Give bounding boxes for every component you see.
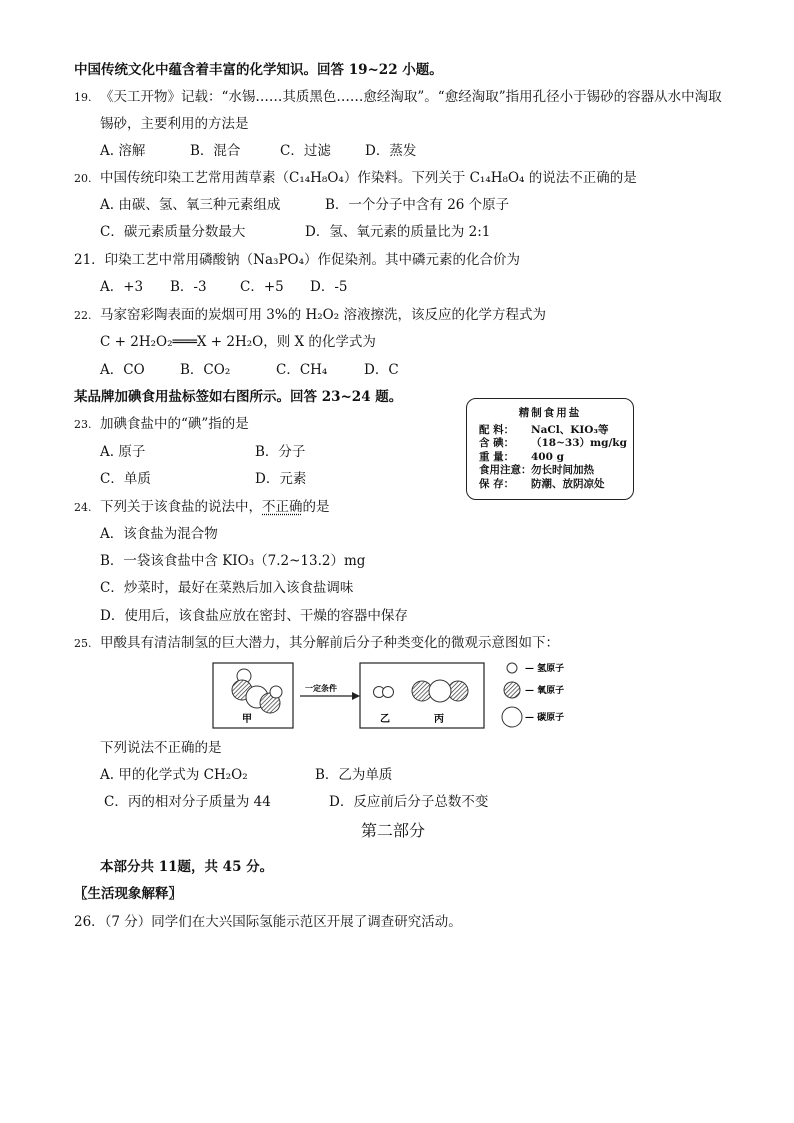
question-21-stem: 21．印染工艺中常用磷酸钠（Na₃PO₄）作促染剂。其中磷元素的化合价为: [74, 252, 521, 268]
salt-label-row: 含 碘： （18~33）mg/kg: [479, 437, 627, 449]
question-25-options-row2: [104, 793, 488, 811]
label-bing: 丙: [434, 714, 444, 725]
question-number: 23.: [74, 418, 92, 431]
question-22: [74, 306, 546, 325]
part-description: 本部分共 11题，共 45 分。: [100, 859, 274, 875]
question-25: [74, 634, 559, 653]
option-a: A．+3: [100, 279, 144, 295]
question-25-options-row1: [100, 766, 392, 784]
question-20-options-row2: [100, 223, 490, 241]
question-22-equation: C + 2H₂O₂═══X + 2H₂O，则 X 的化学式为: [100, 334, 376, 350]
question-19-options: [100, 142, 416, 160]
option-b: B．分子: [255, 444, 306, 460]
emphasis-text: 不正确: [262, 499, 303, 515]
hydrogen-atom-icon: [507, 663, 517, 673]
reaction-condition: 一定条件: [305, 683, 337, 693]
option-a: A. 由碳、氢、氧三种元素组成: [100, 197, 281, 213]
label-jia: 甲: [242, 714, 252, 725]
question-25-stem2: 下列说法不正确的是: [100, 740, 222, 756]
question-stem: 加碘食盐中的“碘”指的是: [100, 416, 249, 432]
legend: [502, 662, 564, 727]
intro-text-2: 某品牌加碘食用盐标签如右图所示。回答 23~24 题。: [74, 389, 403, 405]
question-number: 20.: [74, 172, 92, 185]
molecule-diagram: [212, 660, 612, 732]
arrow-head-icon: [352, 692, 360, 700]
option-b: B．一袋该食盐中含 KIO₃（7.2~13.2）mg: [100, 553, 366, 569]
question-22-options: [100, 361, 399, 379]
option-d: D．使用后，该食盐应放在密封、干燥的容器中保存: [100, 608, 408, 624]
option-c: C．丙的相对分子质量为 44: [104, 794, 271, 810]
question-21-options: [100, 278, 347, 296]
part-heading: 第二部分: [361, 821, 426, 840]
salt-label-title: 精制食用盐: [518, 407, 582, 419]
carbon-dioxide-molecule: [412, 680, 468, 702]
question-19: [74, 88, 722, 107]
option-a: A. 原子: [100, 444, 146, 460]
label-yi: 乙: [380, 714, 390, 725]
salt-label-row: 食用注意：勿长时间加热: [479, 464, 594, 476]
question-23: [74, 415, 249, 434]
option-c: C．碳元素质量分数最大: [100, 224, 246, 240]
salt-label-row: 重 量： 400 g: [479, 450, 564, 463]
question-number: 24.: [74, 501, 92, 514]
legend-carbon: — 碳原子: [525, 713, 565, 723]
question-number: 22.: [74, 309, 92, 322]
option-a: A．CO: [100, 362, 145, 378]
option-c: C．单质: [100, 471, 151, 487]
option-d: D．蒸发: [365, 143, 417, 159]
option-d: D．反应前后分子总数不变: [329, 794, 489, 810]
question-24: 24. 下列关于该食盐的说法中，不正确的是: [74, 499, 330, 515]
option-b: B．CO₂: [180, 362, 231, 378]
question-stem: 中国传统印染工艺常用茜草素（C₁₄H₈O₄）作染料。下列关于 C₁₄H₈O₄ 的说法不正确的是: [100, 170, 637, 186]
question-stem: 甲酸具有清洁制氢的巨大潜力，其分解前后分子种类变化的微观示意图如下：: [100, 635, 559, 651]
question-stem: 《天工开物》记载：“水锡……其质黑色……愈经淘取”。“愈经淘取”指用孔径小于锡砂的容器从水中淘取: [100, 89, 722, 105]
option-d: D．C: [364, 362, 399, 378]
section-title: 〖生活现象解释〗: [74, 886, 182, 902]
question-19-stem-cont: 锡砂，主要利用的方法是: [100, 116, 249, 132]
option-a: A．该食盐为混合物: [100, 526, 218, 542]
question-stem: 马家窑彩陶表面的炭烟可用 3%的 H₂O₂ 溶液擦洗，该反应的化学方程式为: [100, 307, 546, 323]
carbon-atom-icon: [502, 707, 522, 727]
option-c: C．过滤: [280, 143, 331, 159]
salt-label-box: [466, 398, 634, 500]
question-number: 19.: [74, 91, 92, 104]
question-23-options-row1: [100, 443, 305, 461]
question-23-options-row2: [100, 470, 306, 488]
option-b: B．乙为单质: [315, 767, 393, 783]
option-a: A. 甲的化学式为 CH₂O₂: [100, 767, 248, 783]
option-d: D．元素: [255, 471, 307, 487]
question-number: 25.: [74, 637, 92, 650]
intro-text: 中国传统文化中蕴含着丰富的化学知识。回答 19~22 小题。: [74, 62, 443, 78]
option-a: A. 溶解: [100, 143, 146, 159]
option-d: D．-5: [310, 279, 348, 295]
legend-hydrogen: — 氢原子: [525, 664, 565, 674]
option-b: B．-3: [170, 279, 207, 295]
oxygen-atom-icon: [504, 682, 520, 698]
question-20-options-row1: [100, 196, 509, 214]
hydrogen-molecule: [374, 687, 394, 698]
option-b: B．一个分子中含有 26 个原子: [325, 197, 510, 213]
option-c: C．CH₄: [276, 362, 328, 378]
option-c: C．+5: [240, 279, 284, 295]
legend-oxygen: — 氧原子: [525, 686, 565, 696]
option-b: B．混合: [190, 143, 241, 159]
question-20: [74, 169, 637, 188]
salt-label-row: 保 存： 防潮、放阴凉处: [479, 477, 605, 490]
option-c: C．炒菜时，最好在菜熟后加入该食盐调味: [100, 580, 354, 596]
question-26: 26．（7 分）同学们在大兴国际氢能示范区开展了调查研究活动。: [74, 914, 462, 930]
salt-label-row: 配 料： NaCl、KIO₃等: [479, 423, 609, 436]
option-d: D．氢、氧元素的质量比为 2:1: [305, 224, 491, 240]
